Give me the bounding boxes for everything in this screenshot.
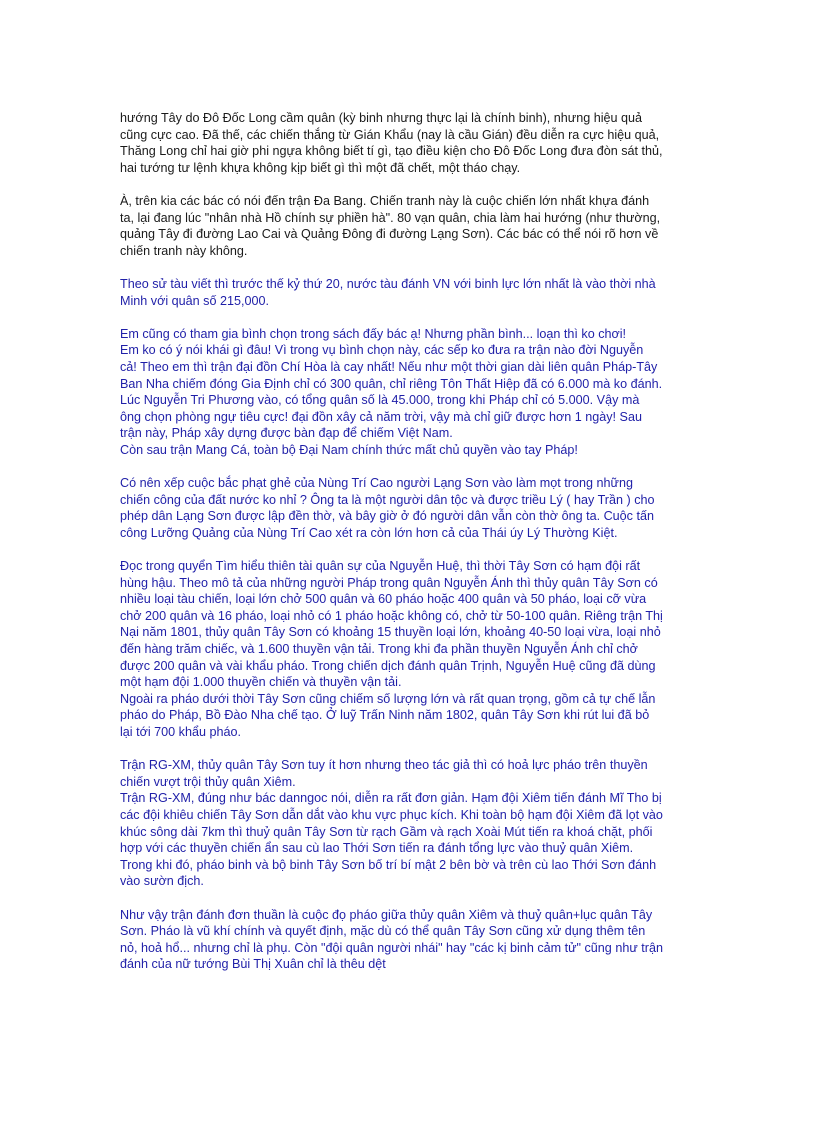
text-line: khúc sông dài 7km thì thuỷ quân Tây Sơn từ rạch Gầm và rạch Xoài Mút tiến ra khoá chặt, phối — [120, 824, 653, 839]
text-line: các đội khiêu chiến Tây Sơn dẫn dắt vào khu vực phục kích. Khi toàn bộ hạm đội Xiêm đã lọt vào — [120, 807, 663, 822]
paragraph-7 — [120, 757, 700, 890]
text-line: chiến tranh này không. — [120, 243, 248, 258]
text-line: Đọc trong quyển Tìm hiểu thiên tài quân sự của Nguyễn Huệ, thì thời Tây Sơn có hạm đội rất — [120, 559, 641, 574]
text-line: Theo sử tàu viết thì trước thế kỷ thứ 20, nước tàu đánh VN với binh lực lớn nhất là vào thời nhà — [120, 276, 656, 291]
text-line: À, trên kia các bác có nói đến trận Đa Bang. Chiến tranh này là cuộc chiến lớn nhất khựa đánh — [120, 193, 650, 208]
text-line: một hạm đội 1.000 thuyền chiến và thuyền vận tải. — [120, 675, 402, 690]
text-line: ta, lại đang lúc "nhân nhà Hồ chính sự phiền hà". 80 vạn quân, chia làm hai hướng (như thường, — [120, 210, 661, 225]
text-line: Ban Nha chiếm đóng Gia Định chỉ có 300 quân, chỉ riêng Tôn Thất Hiệp đã có 6.000 mà ko đánh. — [120, 376, 663, 391]
text-line: Ngoài ra pháo dưới thời Tây Sơn cũng chiếm số lượng lớn và rất quan trọng, gồm cả tự chế lẫn — [120, 691, 656, 706]
text-line: đến hàng trăm chiếc, và 1.600 thuyền vận tải. Trong khi đa phần thuyền Nguyễn Ánh chỉ chở — [120, 642, 638, 656]
text-line: đánh của nữ tướng Bùi Thị Xuân chỉ là thêu dệt — [120, 957, 386, 972]
text-line: hợp với các thuyền chiến ẩn sau cù lao Thới Sơn tiến ra đánh tổng lực vào thuỷ quân Xiêm. — [120, 841, 634, 856]
text-line: Trận RG-XM, đúng như bác danngoc nói, diễn ra rất đơn giản. Hạm đội Xiêm tiến đánh Mĩ Tho bị — [120, 791, 662, 806]
paragraph-1 — [120, 110, 700, 176]
text-line: hùng hậu. Theo mô tả của những người Pháp trong quân Nguyễn Ánh thì thủy quân Tây Sơn có — [120, 575, 658, 590]
text-line: quảng Tây đi đường Lao Cai và Quảng Đông đi đường Lạng Sơn). Các bác có thể nói rõ hơn về — [120, 227, 659, 242]
text-line: Còn sau trận Mang Cá, toàn bộ Đại Nam chính thức mất chủ quyền vào tay Pháp! — [120, 442, 578, 457]
text-line: cũng cực cao. Đã thế, các chiến thắng từ Gián Khẩu (nay là cầu Gián) đều diễn ra cực hiệu quả, — [120, 127, 660, 142]
text-line: Sơn. Pháo là vũ khí chính và quyết định, mặc dù có thể quân Tây Sơn cũng xử dụng thêm tên — [120, 924, 646, 939]
text-line: phép dân Lạng Sơn được lập đền thờ, và bây giờ ở đó người dân vẫn còn thờ ông ta. Cuộc tấn — [120, 509, 654, 524]
text-line: chiến vượt trội thủy quân Xiêm. — [120, 774, 296, 789]
paragraph-6 — [120, 558, 700, 741]
paragraph-5 — [120, 475, 700, 541]
text-line: cả! Theo em thì trận đại đồn Chí Hòa là cay nhất! Nếu như một thời gian dài liên quân Pháp-Tây — [120, 359, 658, 374]
text-line: Như vậy trận đánh đơn thuần là cuộc đọ pháo giữa thủy quân Xiêm và thuỷ quân+lục quân Tây — [120, 907, 653, 922]
text-line: Trong khi đó, pháo binh và bộ binh Tây Sơn bố trí bí mật 2 bên bờ và trên cù lao Thới Sơn đánh — [120, 857, 657, 872]
paragraph-4 — [120, 326, 700, 459]
paragraph-3 — [120, 276, 700, 309]
document-page — [120, 110, 700, 989]
text-line: trận này, Pháp xây dựng được bàn đạp để chiếm Việt Nam. — [120, 426, 453, 441]
text-line: công Lưỡng Quảng của Nùng Trí Cao xét ra còn lớn hơn cả của Thái úy Lý Thường Kiệt. — [120, 525, 618, 540]
text-line: chở 200 quân và 16 pháo, loại nhỏ có 1 pháo hoặc không có, chở từ 50-100 quân. Riêng trận Thị — [120, 608, 663, 623]
text-line: lại tới 700 khẩu pháo. — [120, 724, 241, 739]
text-line: Minh với quân số 215,000. — [120, 293, 269, 308]
text-line: Có nên xếp cuộc bắc phạt ghẻ của Nùng Trí Cao người Lạng Sơn vào làm mọt trong những — [120, 476, 633, 491]
text-line: nhiều loại tàu chiến, loại lớn chở 500 quân và 60 pháo hoặc 400 quân và 50 pháo, loại cỡ vừa — [120, 592, 647, 607]
text-line: vào sườn địch. — [120, 874, 204, 889]
text-line: Trận RG-XM, thủy quân Tây Sơn tuy ít hơn nhưng theo tác giả thì có hoả lực pháo trên thuyền — [120, 758, 648, 773]
text-line: được 200 quân và vài khẩu pháo. Trong chiến dịch đánh quân Trịnh, Nguyễn Huệ cũng đã dùng — [120, 658, 656, 673]
text-line: ông chọn phòng ngự tiêu cực! đại đồn xây cả năm trời, vậy mà chỉ giữ được hơn 1 ngày! Sau — [120, 409, 642, 424]
text-line: hướng Tây do Đô Đốc Long cầm quân (kỳ binh nhưng thực lại là chính binh), nhưng hiệu quả — [120, 111, 643, 125]
text-line: chiến công của đất nước ko nhỉ ? Ông ta là một người dân tộc và được triều Lý ( hay Trần ) cho — [120, 492, 655, 507]
text-line: Lúc Nguyễn Tri Phương vào, có tổng quân số là 45.000, trong khi Pháp chỉ có 5.000. Vậy mà — [120, 393, 640, 408]
text-line: Nại năm 1801, thủy quân Tây Sơn có khoảng 15 thuyền loại lớn, khoảng 40-50 loại vừa, loại nhỏ — [120, 625, 661, 640]
text-line: hai tướng tư lệnh khựa không kịp biết gì thì một đã chết, một tháo chạy. — [120, 160, 521, 175]
text-line: Em ko có ý nói khái gì đâu! Vì trong vụ bình chọn này, các sếp ko đưa ra trận nào đời Nguyễn — [120, 343, 644, 358]
text-line: pháo do Pháp, Bồ Đào Nha chế tạo. Ở luỹ Trấn Ninh năm 1802, quân Tây Sơn khi rút lui đã bỏ — [120, 708, 650, 723]
paragraph-8 — [120, 907, 700, 973]
paragraph-2 — [120, 193, 700, 259]
text-line: Thăng Long chỉ hai giờ phi ngựa không biết tí gì, tạo điều kiện cho Đô Đốc Long đưa đòn sát thủ, — [120, 144, 663, 159]
text-line: nỏ, hoả hổ... nhưng chỉ là phụ. Còn "đội quân người nhái" hay "các kị binh cảm tử" cũng như trận — [120, 940, 663, 955]
text-line: Em cũng có tham gia bình chọn trong sách đấy bác ạ! Nhưng phần bình... loạn thì ko chơi! — [120, 326, 627, 341]
